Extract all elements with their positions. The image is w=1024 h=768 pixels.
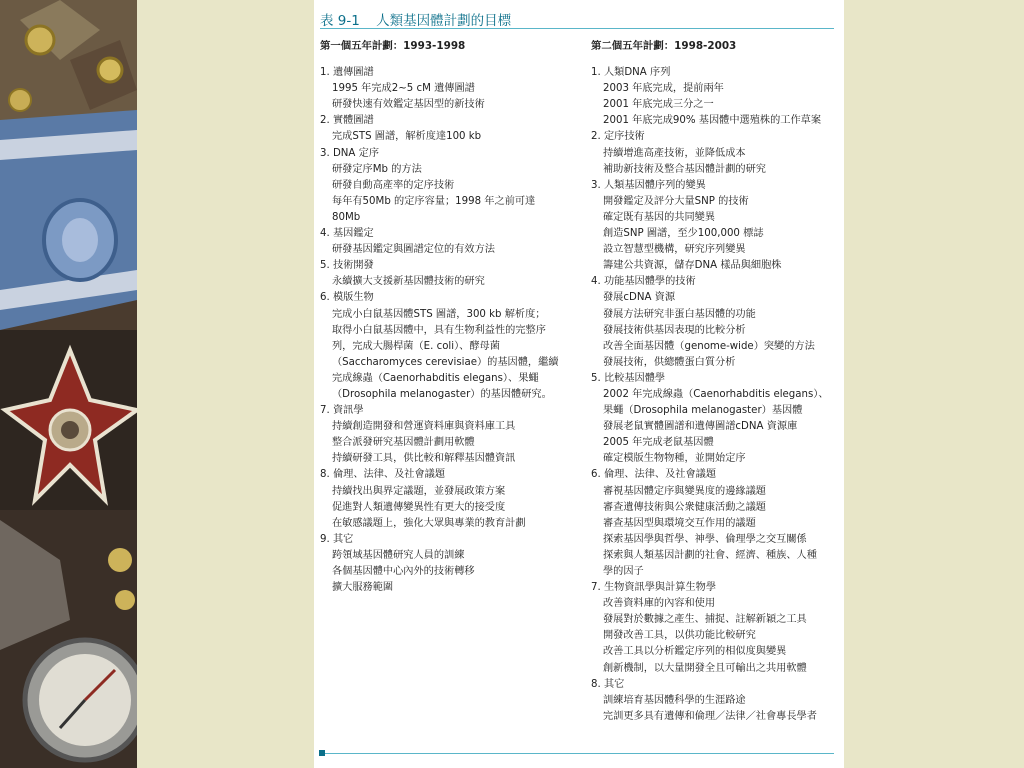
section-line: 80Mb xyxy=(332,211,361,223)
section-line: 審視基因體定序與變異度的邊緣議題 xyxy=(603,485,766,497)
section-line: 完訓更多具有遺傳和倫理／法律／社會專長學者 xyxy=(603,710,817,722)
section-line: 每年有50Mb 的定序容量；1998 年之前可達 xyxy=(332,195,536,207)
medal-photo-icon xyxy=(0,0,137,768)
section-line: 研發定序Mb 的方法 xyxy=(332,163,422,175)
section-title: 1. 人類DNA 序列 xyxy=(591,67,671,79)
section-title: 9. 其它 xyxy=(320,533,354,545)
section-line: 發展cDNA 資源 xyxy=(603,292,676,304)
section-line: 列，完成大腸桿菌（E. coli）、酵母菌 xyxy=(332,340,500,352)
section-line: 探索基因學與哲學、神學、倫理學之交互關係 xyxy=(603,533,807,545)
section-line: 訓練培育基因體科學的生涯路途 xyxy=(603,694,746,706)
section-line: 改善資料庫的內容和使用 xyxy=(603,598,716,610)
decorative-photo xyxy=(0,0,137,768)
section-title: 5. 比較基因體學 xyxy=(591,372,666,384)
section-line: 發展技術，供總體蛋白質分析 xyxy=(603,356,736,368)
section-line: 改善工具以分析鑑定序列的相似度與變異 xyxy=(603,646,787,658)
section-line: （Saccharomyces cerevisiae）的基因體，繼續 xyxy=(332,356,559,368)
section-line: 發展老鼠實體圖譜和遺傳圖譜cDNA 資源庫 xyxy=(603,421,798,433)
footer-marker-icon xyxy=(319,750,325,756)
section-title: 8. 其它 xyxy=(591,678,625,690)
section-line: 確定既有基因的共同變異 xyxy=(603,211,716,223)
section-title: 5. 技術開發 xyxy=(320,260,374,272)
section-line: 完成線蟲（Caenorhabditis elegans）、果蠅 xyxy=(332,372,539,384)
section-line: 持續增進高產技術，並降低成本 xyxy=(603,147,746,159)
section-line: 2001 年底完成90% 基因體中選殖株的工作草案 xyxy=(603,115,822,127)
second-plan-column xyxy=(591,38,829,725)
section-line: 補助新技術及整合基因體計劃的研究 xyxy=(603,163,766,175)
section-title: 3. 人類基因體序列的變異 xyxy=(591,179,706,191)
section-line: 學的因子 xyxy=(603,566,644,577)
section-title: 2. 實體圖譜 xyxy=(320,115,374,127)
section-line: 1995 年完成2~5 cM 遺傳圖譜 xyxy=(332,83,475,95)
section-line: 持續研發工具，供比較和解釋基因體資訊 xyxy=(332,453,516,465)
document-page xyxy=(314,0,844,768)
section-line: 促進對人類遺傳變異性有更大的接受度 xyxy=(332,501,506,513)
section-line: 發展對於數據之產生、捕捉、註解新穎之工具 xyxy=(603,614,807,626)
section-line: 永續擴大支援新基因體技術的研究 xyxy=(332,276,485,288)
table-number: 表 9-1 xyxy=(320,13,360,29)
section-line: 整合派發研究基因體計劃用軟體 xyxy=(332,437,475,449)
section-line: 在敏感議題上，強化大眾與專業的教育計劃 xyxy=(332,517,526,529)
section-line: 創造SNP 圖譜，至少100,000 標誌 xyxy=(603,228,764,240)
section-title: 8. 倫理、法律、及社會議題 xyxy=(320,469,446,481)
second-plan-heading: 第二個五年計劃：1998-2003 xyxy=(591,40,737,52)
first-plan-column xyxy=(320,38,558,596)
section-title: 4. 基因鑑定 xyxy=(320,228,374,240)
section-line: 確定模版生物物種，並開始定序 xyxy=(603,453,746,465)
section-line: 2001 年底完成三分之一 xyxy=(603,99,714,111)
section-title: 7. 資訊學 xyxy=(320,405,364,417)
section-line: 擴大服務範圍 xyxy=(332,582,394,594)
table-title xyxy=(320,9,511,29)
section-line: 各個基因體中心內外的技術轉移 xyxy=(332,566,475,577)
section-line: 創新機制，以大量開發全且可輸出之共用軟體 xyxy=(603,662,807,674)
table-title-text: 人類基因體計劃的目標 xyxy=(376,13,512,29)
section-line: 2003 年底完成，提前兩年 xyxy=(603,83,724,95)
section-line: 審查基因型與環境交互作用的議題 xyxy=(603,517,756,529)
section-line: 發展技術供基因表現的比較分析 xyxy=(603,324,746,336)
section-line: 審查遺傳技術與公衆健康活動之議題 xyxy=(603,501,766,513)
section-line: 完成STS 圖譜，解析度達100 kb xyxy=(332,131,482,143)
section-line: 2005 年完成老鼠基因體 xyxy=(603,437,714,449)
section-line: 完成小白鼠基因體STS 圖譜，300 kb 解析度； xyxy=(332,308,546,320)
section-line: 果蠅（Drosophila melanogaster）基因體 xyxy=(603,405,803,417)
section-line: 2002 年完成線蟲（Caenorhabditis elegans）、 xyxy=(603,388,829,400)
section-line: 跨領域基因體研究人員的訓練 xyxy=(332,549,465,561)
section-line: 持續創造開發和營運資料庫與資料庫工具 xyxy=(332,421,516,433)
section-title: 2. 定序技術 xyxy=(591,131,645,143)
first-plan-heading: 第一個五年計劃：1993-1998 xyxy=(320,40,466,52)
section-line: 探索與人類基因計劃的社會、經濟、種族、人種 xyxy=(603,549,817,561)
section-line: 開發改善工具，以供功能比較研究 xyxy=(603,630,756,642)
section-line: （Drosophila melanogaster）的基因體研究。 xyxy=(332,388,552,400)
section-line: 籌建公共資源，儲存DNA 樣品與細胞株 xyxy=(603,260,782,272)
section-line: 開發鑑定及評分大量SNP 的技術 xyxy=(603,195,749,207)
section-title: 4. 功能基因體學的技術 xyxy=(591,276,696,288)
section-title: 6. 模版生物 xyxy=(320,292,374,304)
section-line: 改善全面基因體（genome-wide）突變的方法 xyxy=(603,340,815,352)
section-title: 6. 倫理、法律、及社會議題 xyxy=(591,469,717,481)
title-divider xyxy=(320,28,834,29)
section-line: 發展方法研究非蛋白基因體的功能 xyxy=(603,308,756,320)
section-line: 取得小白鼠基因體中，具有生物利益性的完整序 xyxy=(332,324,546,336)
section-line: 持續找出與界定議題，並發展政策方案 xyxy=(332,485,506,497)
section-line: 研發快速有效鑑定基因型的新技術 xyxy=(332,99,485,111)
section-title: 3. DNA 定序 xyxy=(320,147,380,159)
section-line: 設立智慧型機構，研究序列變異 xyxy=(603,244,746,256)
section-line: 研發基因鑑定與圖譜定位的有效方法 xyxy=(332,244,495,256)
section-line: 研發自動高產率的定序技術 xyxy=(332,179,455,191)
footer-divider xyxy=(320,753,834,754)
section-title: 7. 生物資訊學與計算生物學 xyxy=(591,582,717,594)
section-title: 1. 遺傳圖譜 xyxy=(320,67,374,79)
